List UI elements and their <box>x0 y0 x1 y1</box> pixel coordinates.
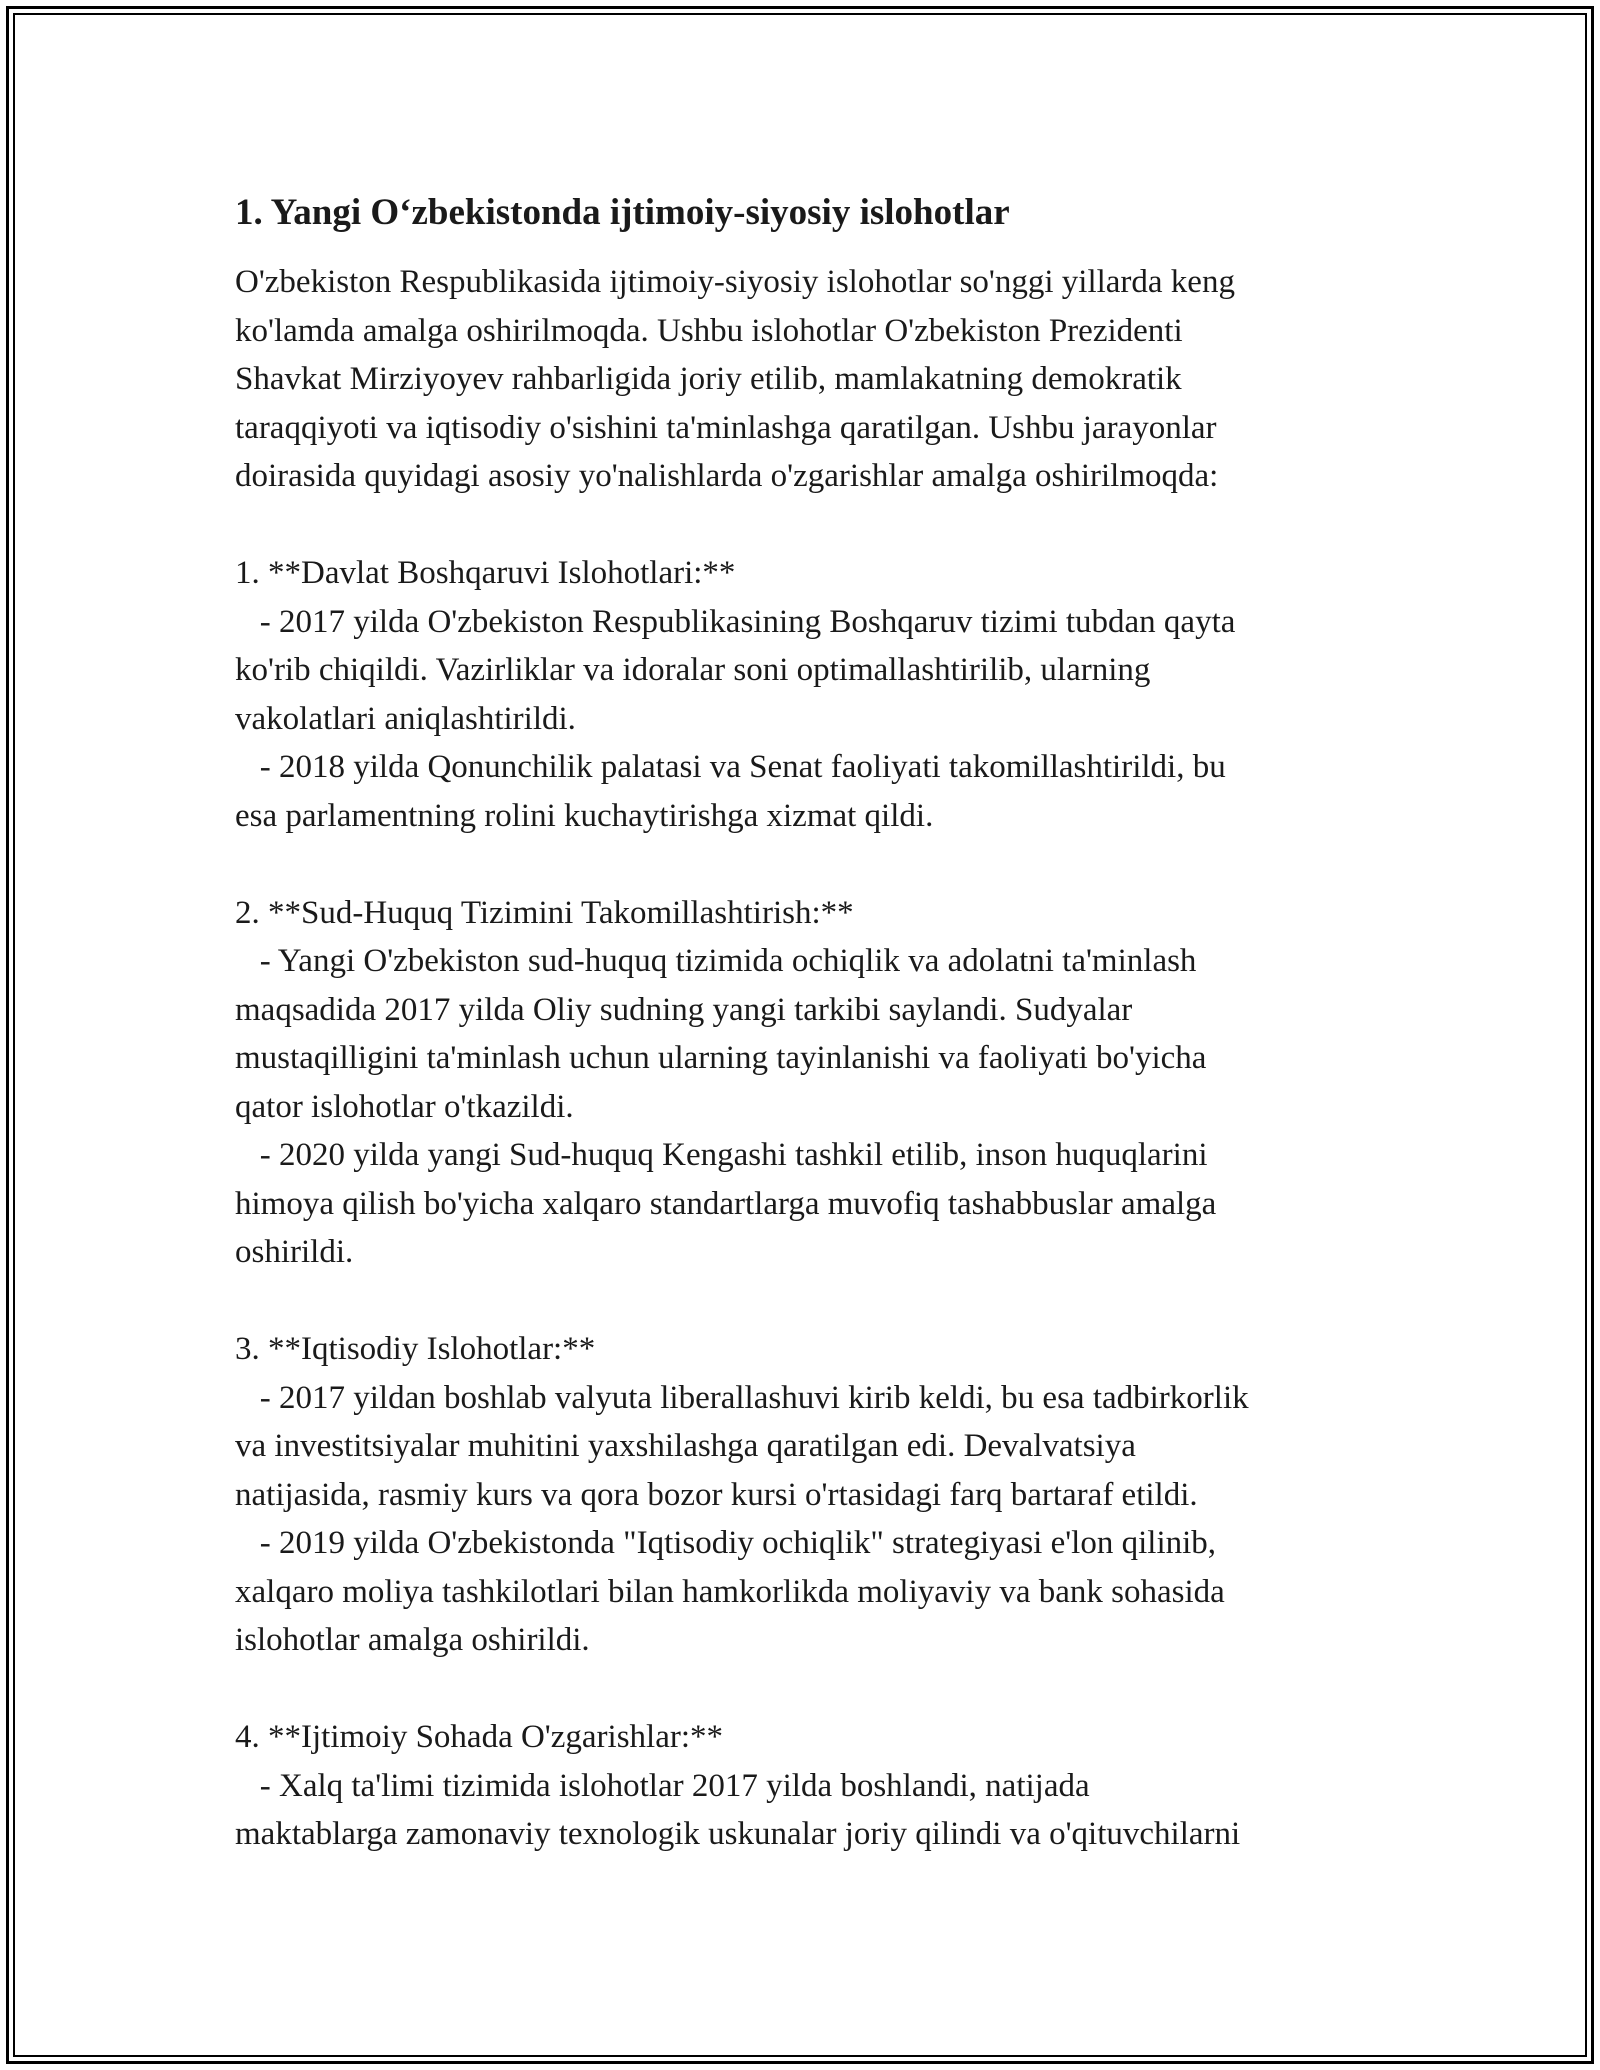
section-line: qator islohotlar o'tkazildi. <box>235 1088 574 1125</box>
section-line: oshirildi. <box>235 1234 354 1270</box>
intro-paragraph <box>235 258 1365 501</box>
intro-line: doirasida quyidagi asosiy yo'nalishlarda o'zgarishlar amalga oshirilmoqda: <box>235 458 1219 494</box>
section-heading: 3. **Iqtisodiy Islohotlar:** <box>235 1331 596 1367</box>
section-line: - Xalq ta'limi tizimida islohotlar 2017 yilda boshlandi, natijada <box>235 1767 1090 1804</box>
section-line: ko'rib chiqildi. Vazirliklar va idoralar soni optimallashtirilib, ularning <box>235 652 1151 688</box>
section-line: natijasida, rasmiy kurs va qora bozor kursi o'rtasidagi farq bartaraf etildi. <box>235 1476 1198 1513</box>
section-line: - 2017 yilda O'zbekiston Respublikasining Boshqaruv tizimi tubdan qayta <box>235 603 1236 640</box>
section-line: himoya qilish bo'yicha xalqaro standartlarga muvofiq tashabbuslar amalga <box>235 1185 1217 1222</box>
document-title: 1. Yangi O‘zbekistonda ijtimoiy-siyosiy islohotlar <box>235 192 1010 233</box>
section-line: islohotlar amalga oshirildi. <box>235 1622 590 1658</box>
section-heading: 2. **Sud-Huquq Tizimini Takomillashtirish:** <box>235 894 854 931</box>
section-economic-reforms <box>235 1325 1365 1665</box>
intro-line: taraqqiyoti va iqtisodiy o'sishini ta'minlashga qaratilgan. Ushbu jarayonlar <box>235 409 1217 446</box>
section-heading: 1. **Davlat Boshqaruvi Islohotlari:** <box>235 555 736 591</box>
blank-line <box>235 1277 1365 1326</box>
intro-line: Shavkat Mirziyoyev rahbarligida joriy etilib, mamlakatning demokratik <box>235 361 1182 397</box>
blank-line <box>235 840 1365 889</box>
section-line: - 2019 yilda O'zbekistonda "Iqtisodiy ochiqlik" strategiyasi e'lon qilinib, <box>235 1525 1217 1561</box>
section-government-reforms <box>235 549 1365 840</box>
section-line: va investitsiyalar muhitini yaxshilashga qaratilgan edi. Devalvatsiya <box>235 1428 1136 1464</box>
section-line: maqsadida 2017 yilda Oliy sudning yangi tarkibi saylandi. Sudyalar <box>235 991 1133 1028</box>
intro-line: ko'lamda amalga oshirilmoqda. Ushbu islohotlar O'zbekiston Prezidenti <box>235 312 1183 349</box>
section-line: - 2017 yildan boshlab valyuta liberallashuvi kirib keldi, bu esa tadbirkorlik <box>235 1379 1249 1416</box>
section-line: - 2018 yilda Qonunchilik palatasi va Senat faoliyati takomillashtirildi, bu <box>235 749 1226 785</box>
section-line: mustaqilligini ta'minlash uchun ularning tayinlanishi va faoliyati bo'yicha <box>235 1040 1207 1076</box>
section-social-reforms <box>235 1713 1365 1859</box>
section-line: esa parlamentning rolini kuchaytirishga xizmat qildi. <box>235 797 934 834</box>
section-line: - 2020 yilda yangi Sud-huquq Kengashi tashkil etilib, inson huquqlarini <box>235 1137 1208 1173</box>
section-judicial-reforms <box>235 889 1365 1277</box>
intro-line: O'zbekiston Respublikasida ijtimoiy-siyosiy islohotlar so'nggi yillarda keng <box>235 264 1235 300</box>
blank-line <box>235 501 1365 550</box>
section-line: - Yangi O'zbekiston sud-huquq tizimida ochiqlik va adolatni ta'minlash <box>235 943 1197 979</box>
section-heading: 4. **Ijtimoiy Sohada O'zgarishlar:** <box>235 1719 724 1755</box>
section-line: maktablarga zamonaviy texnologik uskunalar joriy qilindi va o'qituvchilarni <box>235 1816 1241 1852</box>
document-body <box>235 188 1365 1859</box>
section-line: xalqaro moliya tashkilotlari bilan hamkorlikda moliyaviy va bank sohasida <box>235 1573 1225 1610</box>
blank-line <box>235 1665 1365 1714</box>
section-line: vakolatlari aniqlashtirildi. <box>235 700 576 737</box>
